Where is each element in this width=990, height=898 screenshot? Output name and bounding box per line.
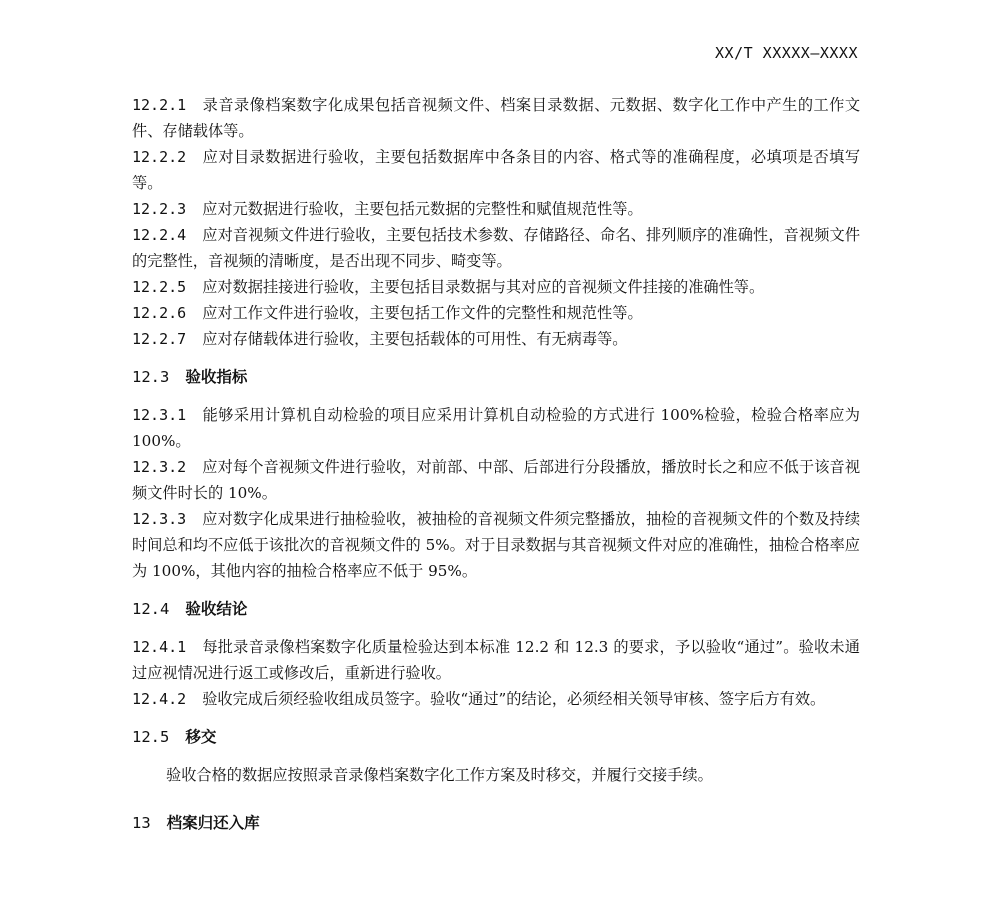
clause-12-3-3 — [132, 506, 860, 584]
clause-number: 12.4.2 — [132, 690, 187, 708]
section-title: 验收结论 — [185, 600, 248, 618]
document-code-header: XX/T XXXXX—XXXX — [715, 44, 858, 62]
clause-number: 12.2.5 — [132, 278, 187, 296]
clause-text: 应对数字化成果进行抽检验收，被抽检的音视频文件须完整播放，抽检的音视频文件的个数及持续时间总和均不应低于该批次的音视频文件的 5%。对于目录数据与其音视频文件对应的准确性，抽检合格率应为 100%，其他内容的抽检合格率应不低于 95%。 — [132, 510, 860, 580]
clause-text: 应对目录数据进行验收，主要包括数据库中各条目的内容、格式等的准确程度，必填项是否填写等。 — [132, 148, 860, 192]
clause-number: 12.2.1 — [132, 96, 187, 114]
clause-text: 应对存储载体进行验收，主要包括载体的可用性、有无病毒等。 — [202, 330, 628, 348]
clause-12-2-5 — [132, 274, 860, 300]
clause-text: 应对工作文件进行验收，主要包括工作文件的完整性和规范性等。 — [202, 304, 643, 322]
document-body — [132, 92, 860, 848]
clause-12-2-2 — [132, 144, 860, 196]
clause-number: 12.2.4 — [132, 226, 187, 244]
clause-number: 12.3.3 — [132, 510, 187, 528]
chapter-number: 13 — [132, 814, 151, 832]
clause-text: 录音录像档案数字化成果包括音视频文件、档案目录数据、元数据、数字化工作中产生的工作文件、存储载体等。 — [132, 96, 860, 140]
clause-12-2-6 — [132, 300, 860, 326]
section-number: 12.4 — [132, 600, 170, 618]
section-title: 验收指标 — [185, 368, 248, 386]
clause-text: 能够采用计算机自动检验的项目应采用计算机自动检验的方式进行 100%检验，检验合格率应为 100%。 — [132, 406, 860, 450]
clause-number: 12.3.1 — [132, 406, 187, 424]
clause-text: 应对每个音视频文件进行验收，对前部、中部、后部进行分段播放，播放时长之和应不低于该音视频文件时长的 10%。 — [132, 458, 860, 502]
chapter-title: 档案归还入库 — [166, 814, 260, 832]
clause-number: 12.2.3 — [132, 200, 187, 218]
clause-12-3-1 — [132, 402, 860, 454]
section-12-5-body: 验收合格的数据应按照录音录像档案数字化工作方案及时移交，并履行交接手续。 — [166, 766, 713, 784]
section-heading-12-4 — [132, 596, 860, 622]
clause-12-4-1 — [132, 634, 860, 686]
chapter-heading-13 — [132, 810, 860, 836]
clause-number: 12.3.2 — [132, 458, 187, 476]
clause-12-2-1 — [132, 92, 860, 144]
clause-number: 12.2.7 — [132, 330, 187, 348]
section-heading-12-5 — [132, 724, 860, 750]
section-number: 12.3 — [132, 368, 170, 386]
clause-12-3-2 — [132, 454, 860, 506]
clause-12-2-3 — [132, 196, 860, 222]
clause-12-2-4 — [132, 222, 860, 274]
clause-text: 每批录音录像档案数字化质量检验达到本标准 12.2 和 12.3 的要求，予以验收“通过”。验收未通过应视情况进行返工或修改后，重新进行验收。 — [132, 638, 860, 682]
clause-text: 应对数据挂接进行验收，主要包括目录数据与其对应的音视频文件挂接的准确性等。 — [202, 278, 765, 296]
clause-number: 12.2.6 — [132, 304, 187, 322]
clause-text: 应对音视频文件进行验收，主要包括技术参数、存储路径、命名、排列顺序的准确性，音视频文件的完整性，音视频的清晰度，是否出现不同步、畸变等。 — [132, 226, 860, 270]
clause-12-4-2 — [132, 686, 860, 712]
clause-12-2-7 — [132, 326, 860, 352]
clause-number: 12.2.2 — [132, 148, 187, 166]
section-heading-12-3 — [132, 364, 860, 390]
section-title: 移交 — [185, 728, 217, 746]
clause-number: 12.4.1 — [132, 638, 187, 656]
section-number: 12.5 — [132, 728, 170, 746]
clause-text: 验收完成后须经验收组成员签字。验收“通过”的结论，必须经相关领导审核、签字后方有效。 — [202, 690, 826, 708]
clause-text: 应对元数据进行验收，主要包括元数据的完整性和赋值规范性等。 — [202, 200, 643, 218]
